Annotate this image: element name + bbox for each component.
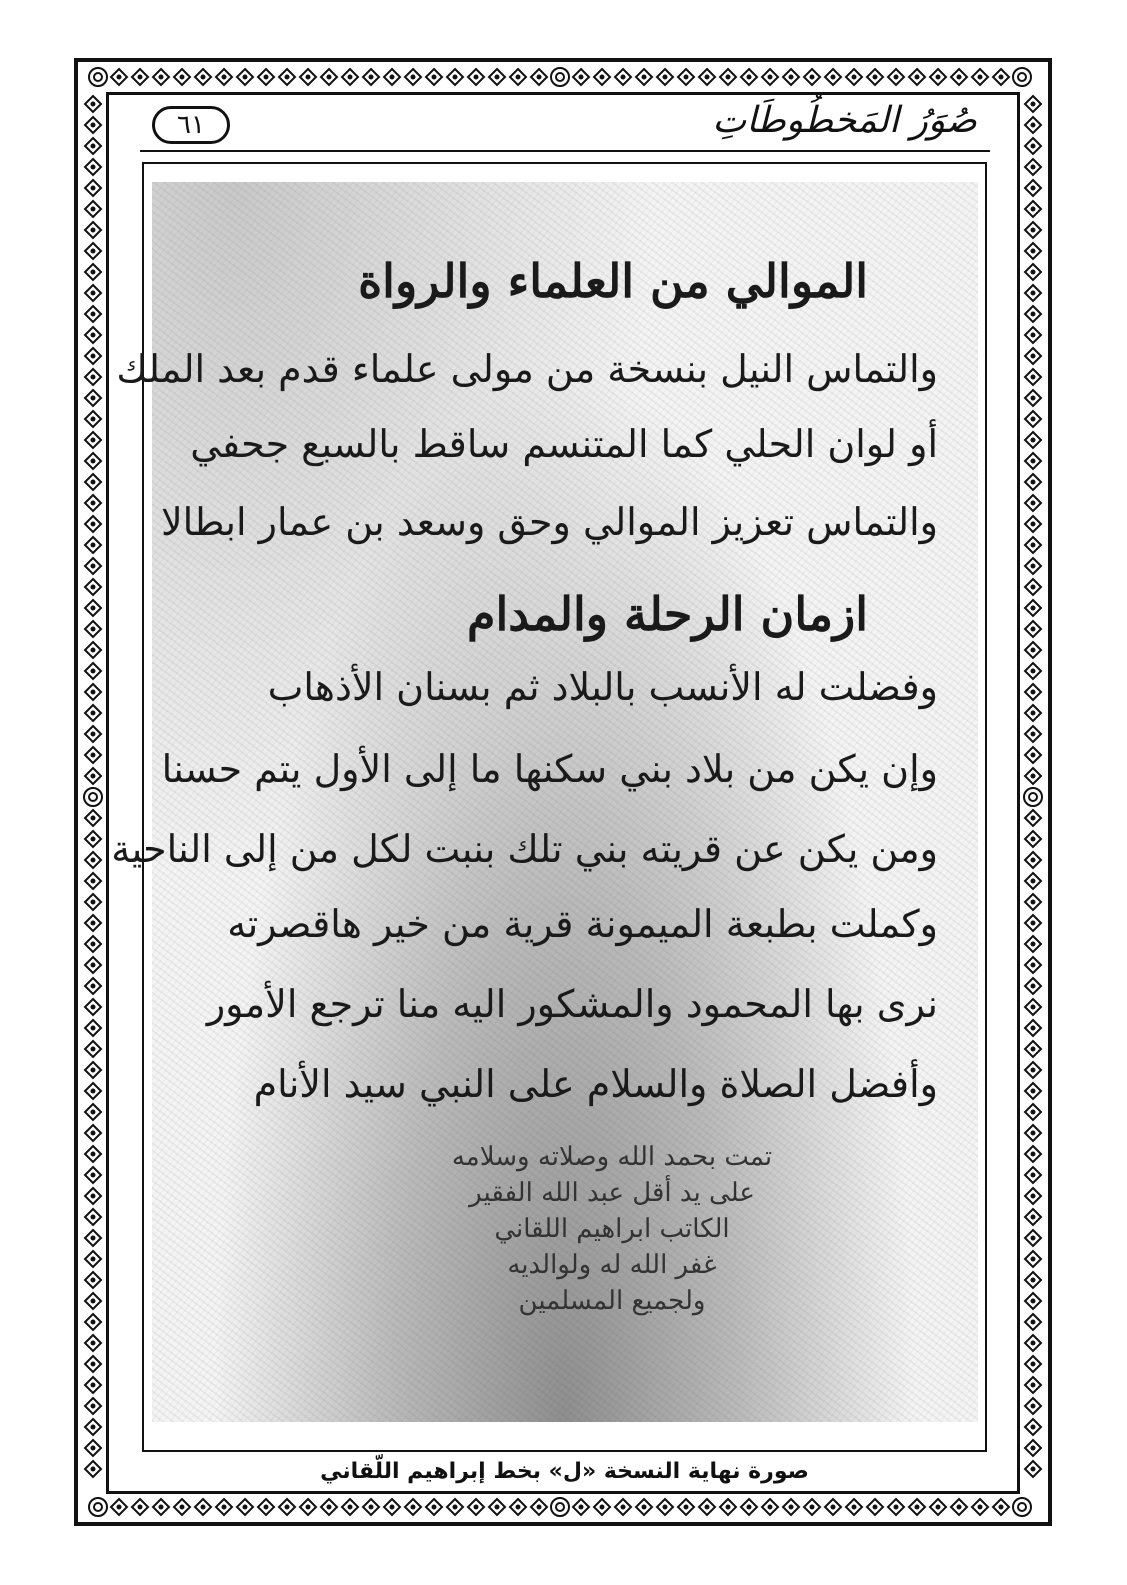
- ornament-border-right: [1018, 92, 1048, 1492]
- manuscript-line: وكملت بطبعة الميمونة قرية من خير هاقصرته: [227, 902, 938, 946]
- manuscript-scan: [111, 182, 978, 1422]
- colophon-line: غفر الله له ولوالديه: [507, 1250, 717, 1280]
- page-number: ٦١: [177, 110, 205, 140]
- manuscript-line: ومن يكن عن قريته بني تلك بنبت لكل من إلى الناحية: [111, 827, 938, 871]
- ornament-border-left: [78, 92, 108, 1492]
- manuscript-line: وإن يكن من بلاد بني سكنها ما إلى الأول يتم حسنا: [161, 747, 938, 791]
- colophon-line: الكاتب ابراهيم اللقاني: [494, 1214, 730, 1244]
- manuscript-line: الموالي من العلماء والرواة: [358, 254, 868, 308]
- manuscript-line: أو لوان الحلي كما المتنسم ساقط بالسبع جحفي: [190, 422, 938, 466]
- manuscript-line: ازمان الرحلة والمدام: [467, 587, 868, 641]
- page-number-badge: [152, 106, 230, 144]
- header-rule: [140, 150, 990, 152]
- colophon-line: تمت بحمد الله وصلاته وسلامه: [451, 1142, 773, 1172]
- manuscript-line: وفضلت له الأنسب بالبلاد ثم بسنان الأذهاب: [267, 665, 938, 709]
- running-title: صُوَرُ المَخطُوطَاتِ: [712, 100, 977, 141]
- ornament-border-bottom: [78, 1492, 1048, 1522]
- colophon-line: ولجميع المسلمين: [518, 1286, 706, 1316]
- manuscript-line: نرى بها المحمود والمشكور اليه منا ترجع الأمور: [206, 982, 938, 1026]
- manuscript-line: وأفضل الصلاة والسلام على النبي سيد الأنام: [253, 1062, 938, 1106]
- ornament-border-top: [78, 62, 1048, 92]
- manuscript-line: والتماس النيل بنسخة من مولى علماء قدم بعد الملك: [116, 347, 938, 391]
- colophon-line: على يد أقل عبد الله الفقير: [469, 1178, 755, 1208]
- manuscript-line: والتماس تعزيز الموالي وحق وسعد بن عمار ابطالا: [160, 500, 938, 544]
- figure-caption: صورة نهاية النسخة «ل» بخط إبراهيم اللّقاني: [320, 1459, 809, 1484]
